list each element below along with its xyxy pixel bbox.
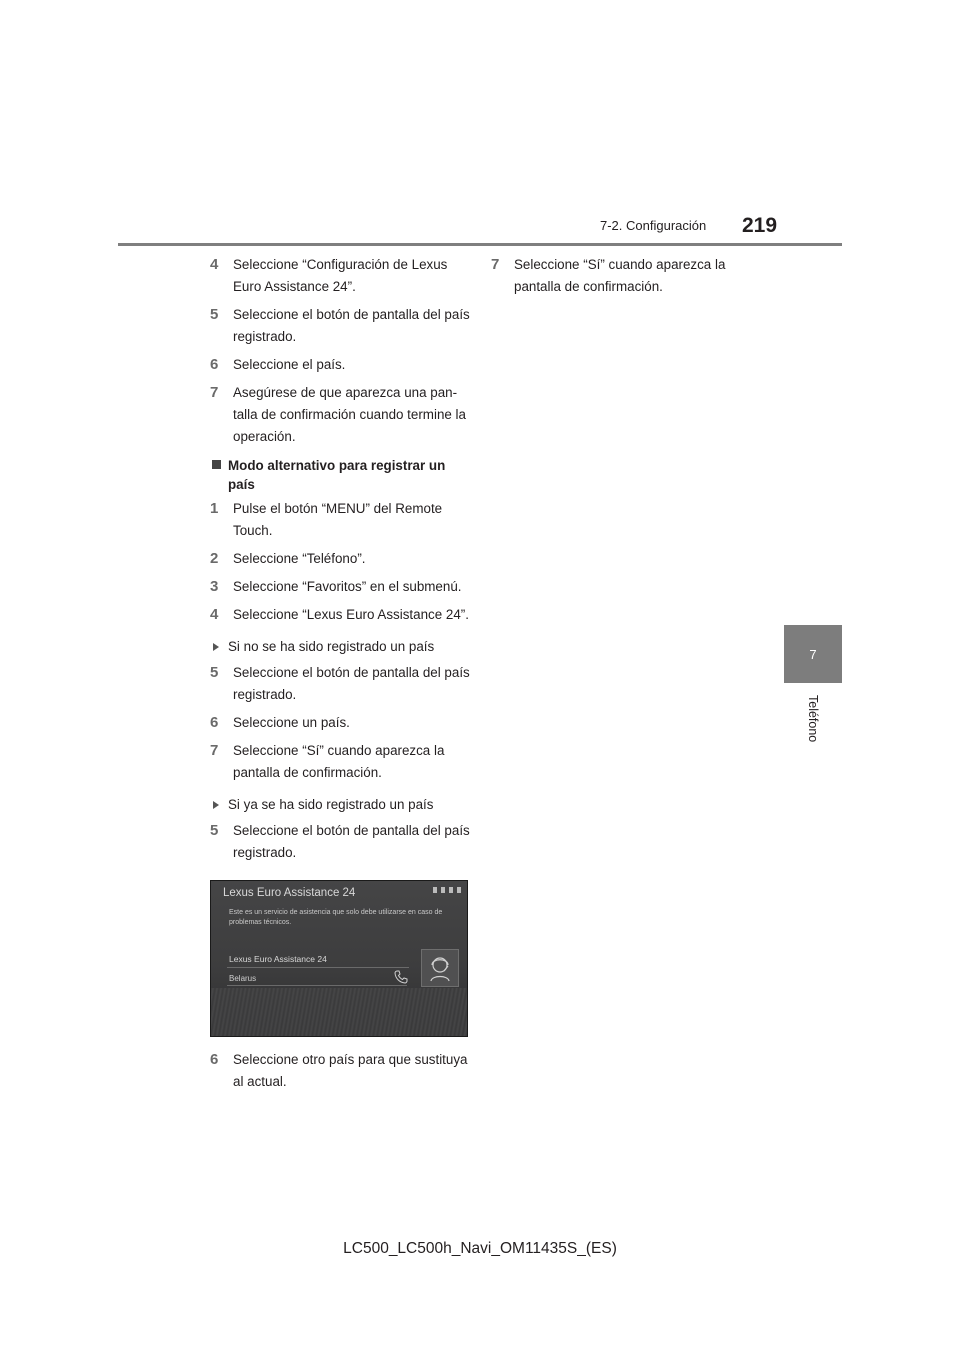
step [210,354,472,376]
screen-background-pattern [211,988,467,1036]
step-number: 6 [210,714,219,731]
step-text: Seleccione “Lexus Euro Assistance 24”. [233,607,469,622]
chapter-tab: 7 [784,625,842,683]
step-text: Asegúrese de que aparezca una pan-talla de confirmación cuando termine la operación. [233,385,466,444]
step [210,548,472,570]
step [210,712,472,734]
right-column [491,254,753,304]
section-title: 7-2. Configuración [600,218,707,233]
step-number: 7 [210,742,219,759]
header-rule [118,243,842,246]
step-number: 4 [210,606,219,623]
country-item: Belarus [229,974,257,983]
divider [227,985,407,986]
step [210,604,472,626]
bluetooth-icon [449,887,453,893]
step-text: Seleccione otro país para que sustituya al actual. [233,1052,468,1089]
step-number: 7 [491,256,500,273]
step-text: Seleccione “Sí” cuando aparezca la pantalla de confirmación. [233,743,445,780]
step-number: 5 [210,306,219,323]
subheading-text: Modo alternativo para registrar un país [228,458,446,492]
step-text: Seleccione el botón de pantalla del país registrado. [233,665,470,702]
step-number: 7 [210,384,219,401]
step-number: 1 [210,500,219,517]
step-text: Seleccione “Sí” cuando aparezca la pantalla de confirmación. [514,257,726,294]
step [210,1049,472,1093]
step-number: 6 [210,1051,219,1068]
step-text: Seleccione “Teléfono”. [233,551,366,566]
square-bullet-icon [212,460,221,469]
step [210,820,472,864]
step-text: Seleccione “Favoritos” en el submenú. [233,579,462,594]
assistance-item: Lexus Euro Assistance 24 [227,952,409,968]
step-text: Seleccione el país. [233,357,346,372]
screen-image [210,880,468,1037]
triangle-bullet-icon [213,801,219,809]
condition-bullet [210,636,472,658]
step [210,254,472,298]
step [210,498,472,542]
wifi-icon [457,887,461,893]
screen-description: Este es un servicio de asistencia que solo debe utilizarse en caso de problemas técnicos. [229,909,443,926]
step-number: 3 [210,578,219,595]
step-number: 4 [210,256,219,273]
step [210,662,472,706]
step [491,254,753,298]
step-number: 6 [210,356,219,373]
step [210,740,472,784]
step-number: 5 [210,822,219,839]
headset-icon [422,950,458,986]
step-number: 5 [210,664,219,681]
battery-icon [441,887,445,893]
phone-icon [394,970,408,984]
footer-code: LC500_LC500h_Navi_OM11435S_(ES) [343,1240,617,1257]
condition-bullet [210,794,472,816]
step [210,576,472,598]
status-icons [433,887,461,893]
step-number: 2 [210,550,219,567]
screen-title: Lexus Euro Assistance 24 [223,887,356,899]
step-text: Seleccione el botón de pantalla del país registrado. [233,307,470,344]
triangle-bullet-icon [213,643,219,651]
subheading [210,456,472,494]
headset-agent-icon [421,949,459,987]
chapter-label: Teléfono [806,695,820,743]
step-text: Seleccione el botón de pantalla del país registrado. [233,823,470,860]
page-number: 219 [742,214,778,237]
step-text: Seleccione “Configuración de Lexus Euro Assistance 24”. [233,257,448,294]
step [210,304,472,348]
step [210,382,472,448]
step-text: Pulse el botón “MENU” del Remote Touch. [233,501,443,538]
step-text: Seleccione un país. [233,715,350,730]
left-column [210,254,472,1099]
condition-text: Si no se ha sido registrado un país [228,639,435,654]
signal-icon [433,887,437,893]
condition-text: Si ya se ha sido registrado un país [228,797,434,812]
